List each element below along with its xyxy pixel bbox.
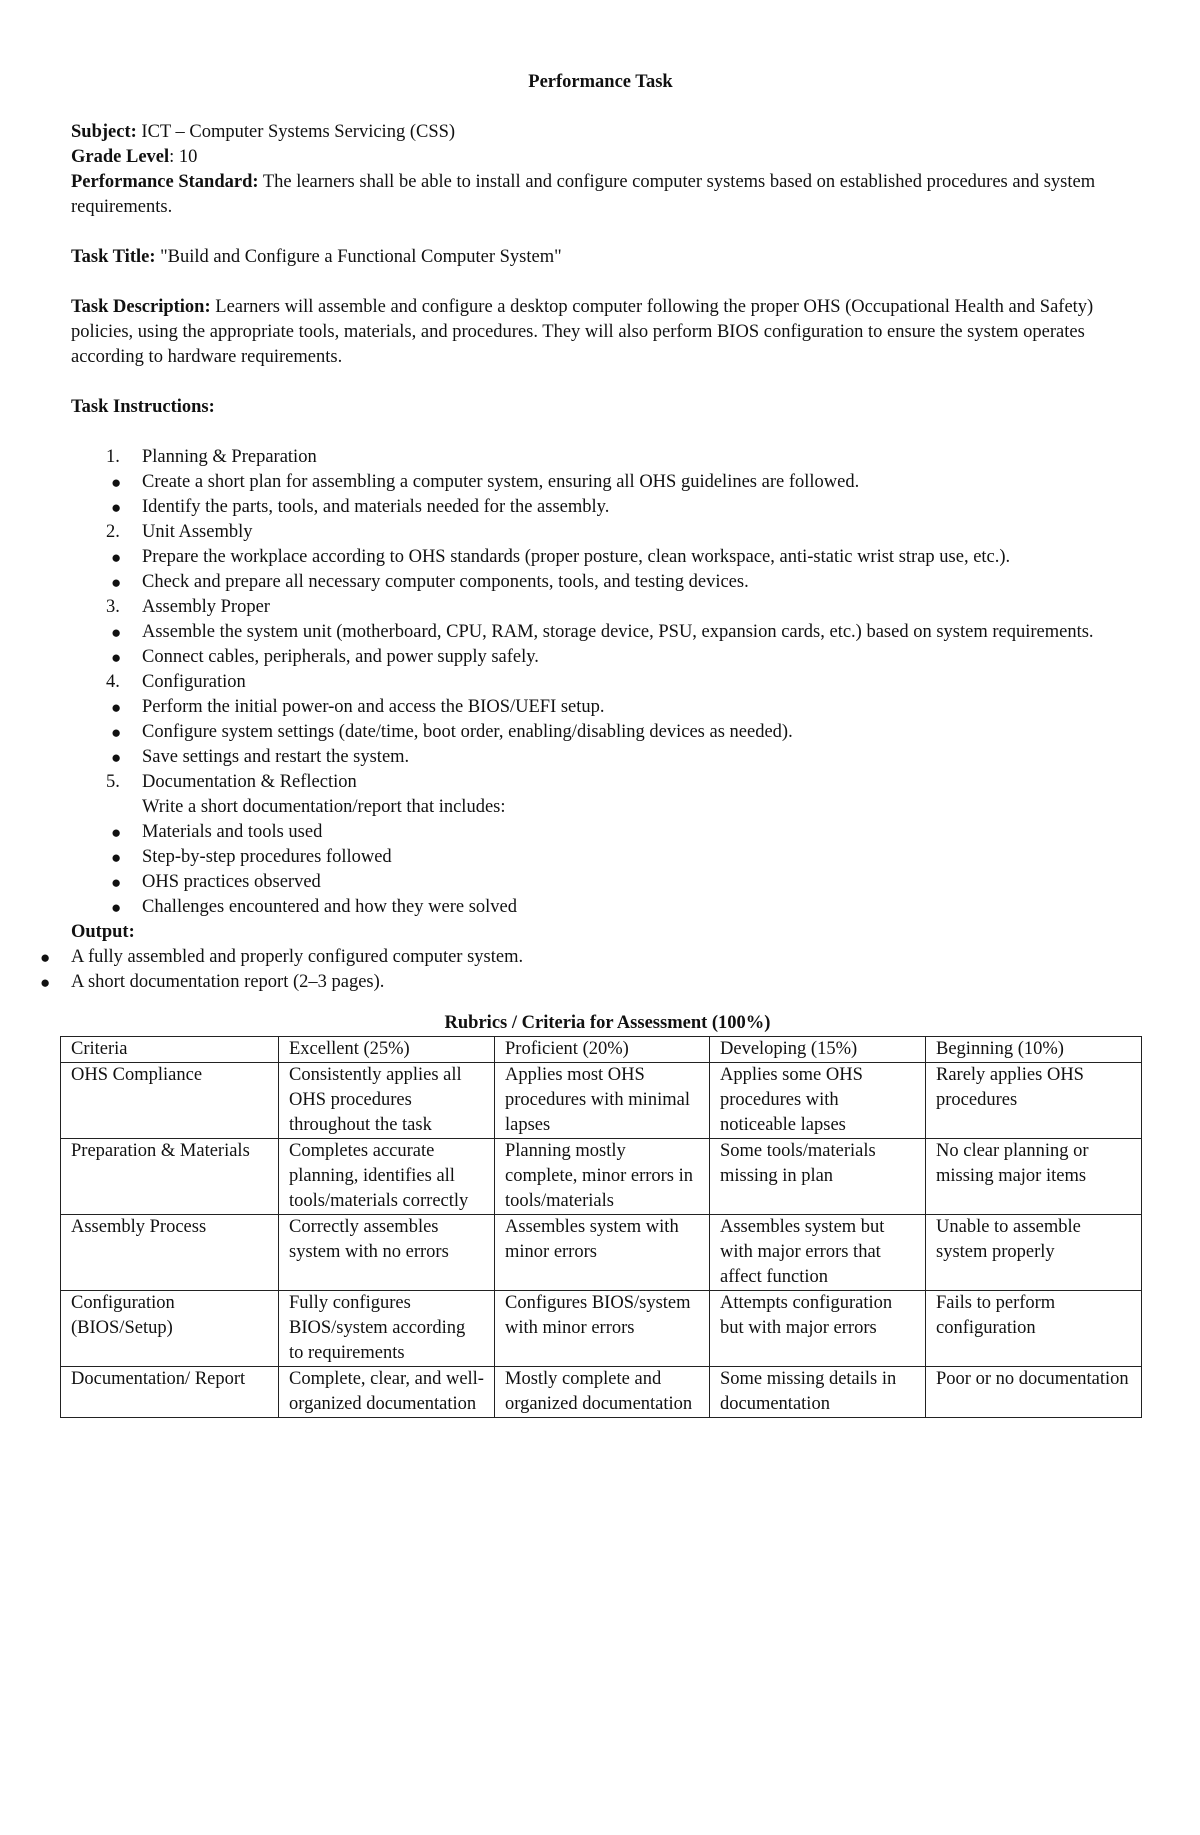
table-cell: Configures BIOS/system with minor errors: [495, 1291, 710, 1367]
bullet-icon: ●: [111, 748, 122, 767]
step-bullets: [111, 820, 1130, 920]
page-title: Performance Task: [528, 72, 673, 92]
table-header-cell: Proficient (20%): [495, 1037, 710, 1063]
instruction-steps: [71, 445, 1130, 920]
list-item: ● Save settings and restart the system.: [142, 745, 1130, 770]
grade-line: [71, 145, 1130, 170]
bullet-icon: ●: [40, 973, 51, 992]
step-title: Assembly Proper: [142, 597, 270, 617]
grade-value: : 10: [169, 147, 198, 167]
step-title: Unit Assembly: [142, 522, 253, 542]
list-item: ● Step-by-step procedures followed: [142, 845, 1130, 870]
bullet-icon: ●: [111, 548, 122, 567]
list-item: ● Perform the initial power-on and access the BIOS/UEFI setup.: [142, 695, 1130, 720]
table-cell: Correctly assembles system with no errors: [279, 1215, 495, 1291]
table-cell: Some tools/materials missing in plan: [710, 1139, 926, 1215]
step-number: 3.: [106, 597, 120, 617]
bullet-icon: ●: [111, 498, 122, 517]
table-cell: Completes accurate planning, identifies all tools/materials correctly: [279, 1139, 495, 1215]
rubric-title: Rubrics / Criteria for Assessment (100%): [444, 1013, 771, 1033]
step-bullets: [111, 470, 1130, 520]
grade-label: Grade Level: [71, 147, 170, 167]
step-item: [71, 445, 1130, 520]
list-item: ● A fully assembled and properly configured computer system.: [71, 945, 1130, 970]
table-row: [61, 1063, 1142, 1139]
table-row: [61, 1215, 1142, 1291]
table-cell: Assembly Process: [61, 1215, 279, 1291]
table-cell: Some missing details in documentation: [710, 1367, 926, 1418]
task-title-value: "Build and Configure a Functional Computer System": [155, 247, 562, 267]
table-cell: Fails to perform configuration: [926, 1291, 1142, 1367]
list-item: ● OHS practices observed: [142, 870, 1130, 895]
step-number: 2.: [106, 522, 120, 542]
list-item: ● Prepare the workplace according to OHS standards (proper posture, clean workspace, anti-static wrist strap use, etc.).: [142, 545, 1130, 570]
bullet-icon: ●: [111, 623, 122, 642]
step-item: [71, 595, 1130, 670]
table-cell: Documentation/ Report: [61, 1367, 279, 1418]
step-title: Planning & Preparation: [142, 447, 317, 467]
subject-value: ICT – Computer Systems Servicing (CSS): [136, 122, 456, 142]
task-title-label: Task Title:: [71, 247, 156, 267]
table-cell: Configuration (BIOS/Setup): [61, 1291, 279, 1367]
table-header-cell: Excellent (25%): [279, 1037, 495, 1063]
list-item: ● Materials and tools used: [142, 820, 1130, 845]
bullet-icon: ●: [111, 648, 122, 667]
output-heading: Output:: [71, 922, 135, 942]
table-row: [61, 1367, 1142, 1418]
bullet-icon: ●: [111, 698, 122, 717]
table-cell: Applies most OHS procedures with minimal lapses: [495, 1063, 710, 1139]
list-item: ● A short documentation report (2–3 pages).: [71, 970, 1130, 995]
step-title: Documentation & Reflection: [142, 772, 357, 792]
task-description: [71, 295, 1130, 370]
list-item: ● Identify the parts, tools, and materials needed for the assembly.: [142, 495, 1130, 520]
table-header-cell: Criteria: [61, 1037, 279, 1063]
step-number: 1.: [106, 447, 120, 467]
table-cell: Applies some OHS procedures with noticeable lapses: [710, 1063, 926, 1139]
step-title: Configuration: [142, 672, 246, 692]
list-item: ● Check and prepare all necessary computer components, tools, and testing devices.: [142, 570, 1130, 595]
step-number: 4.: [106, 672, 120, 692]
table-cell: Fully configures BIOS/system according to requirements: [279, 1291, 495, 1367]
output-bullets: [40, 945, 1130, 995]
step-bullets: [111, 695, 1130, 770]
step-item: [71, 770, 1130, 920]
table-cell: OHS Compliance: [61, 1063, 279, 1139]
task-title-line: [71, 245, 1130, 270]
standard-label: Performance Standard:: [71, 172, 259, 192]
task-description-label: Task Description:: [71, 297, 211, 317]
table-cell: Mostly complete and organized documentation: [495, 1367, 710, 1418]
table-header-cell: Beginning (10%): [926, 1037, 1142, 1063]
table-cell: Poor or no documentation: [926, 1367, 1142, 1418]
step-item: [71, 670, 1130, 770]
table-row: [61, 1139, 1142, 1215]
table-cell: Unable to assemble system properly: [926, 1215, 1142, 1291]
step-bullets: [111, 620, 1130, 670]
list-item: ● Assemble the system unit (motherboard, CPU, RAM, storage device, PSU, expansion cards, etc.) based on system requirements.: [142, 620, 1130, 645]
bullet-icon: ●: [111, 723, 122, 742]
step-number: 5.: [106, 772, 120, 792]
step-intro: Write a short documentation/report that includes:: [142, 797, 506, 817]
step-item: [71, 520, 1130, 595]
bullet-icon: ●: [111, 573, 122, 592]
subject-line: [71, 120, 1130, 145]
bullet-icon: ●: [40, 948, 51, 967]
table-cell: Assembles system with minor errors: [495, 1215, 710, 1291]
step-bullets: [111, 545, 1130, 595]
list-item: ● Create a short plan for assembling a computer system, ensuring all OHS guidelines are followed.: [142, 470, 1130, 495]
table-header-row: [61, 1037, 1142, 1063]
standard-line: [71, 170, 1130, 220]
table-cell: Rarely applies OHS procedures: [926, 1063, 1142, 1139]
instructions-heading: Task Instructions:: [71, 397, 215, 417]
subject-label: Subject:: [71, 122, 137, 142]
task-description-value: Learners will assemble and configure a desktop computer following the proper OHS (Occupational Health and Safety) policies, using the appropriate tools, materials, and procedures. They will also perform BIOS configuration to ensure the system operates according to hardware requirements.: [71, 297, 1094, 367]
list-item: ● Connect cables, peripherals, and power supply safely.: [142, 645, 1130, 670]
bullet-icon: ●: [111, 848, 122, 867]
table-header-cell: Developing (15%): [710, 1037, 926, 1063]
table-cell: No clear planning or missing major items: [926, 1139, 1142, 1215]
table-cell: Planning mostly complete, minor errors in tools/materials: [495, 1139, 710, 1215]
list-item: ● Challenges encountered and how they were solved: [142, 895, 1130, 920]
table-cell: Assembles system but with major errors that affect function: [710, 1215, 926, 1291]
standard-value: The learners shall be able to install and configure computer systems based on established procedures and system requirements.: [71, 172, 1096, 217]
bullet-icon: ●: [111, 898, 122, 917]
table-row: [61, 1291, 1142, 1367]
table-cell: Complete, clear, and well-organized documentation: [279, 1367, 495, 1418]
table-cell: Consistently applies all OHS procedures throughout the task: [279, 1063, 495, 1139]
table-cell: Attempts configuration but with major errors: [710, 1291, 926, 1367]
list-item: ● Configure system settings (date/time, boot order, enabling/disabling devices as needed).: [142, 720, 1130, 745]
rubric-table: [60, 1036, 1142, 1418]
bullet-icon: ●: [111, 473, 122, 492]
bullet-icon: ●: [111, 823, 122, 842]
bullet-icon: ●: [111, 873, 122, 892]
table-cell: Preparation & Materials: [61, 1139, 279, 1215]
